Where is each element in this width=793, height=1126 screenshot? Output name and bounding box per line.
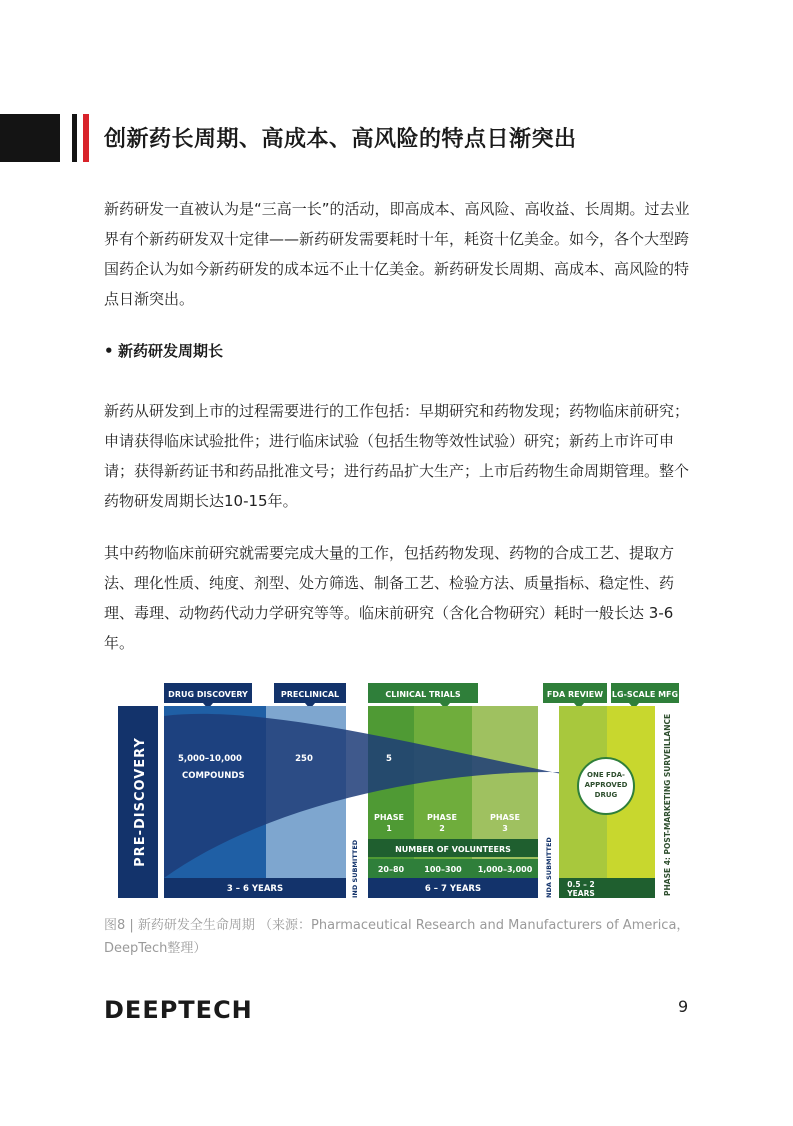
preclinical-count: 250: [295, 754, 313, 764]
compounds-label: COMPOUNDS: [182, 771, 245, 781]
page-title: 创新药长周期、高成本、高风险的特点日渐突出: [104, 127, 577, 152]
pre-discovery-label: PRE-DISCOVERY: [133, 737, 148, 867]
ind-submitted-label: IND SUBMITTED: [351, 839, 359, 898]
process-paragraph: 新药从研发到上市的过程需要进行的工作包括：早期研究和药物发现；药物临床前研究；申请获得临床试验批件；进行临床试验（包括生物等效性试验）研究；新药上市许可申请；获得新药证书和药品批准文号；进行药品扩大生产；上市后药物生命周期管理。整个药物研发周期长达10-15年。: [104, 402, 690, 510]
phase-1-number: 1: [386, 824, 392, 833]
preclinical-paragraph: 其中药物临床前研究就需要完成大量的工作，包括药物发现、药物的合成工艺、提取方法、理化性质、纯度、剂型、处方筛选、制备工艺、检验方法、质量指标、稳定性、药理、毒理、动物药代动力学研究等等。临床前研究（含化合物研究）耗时一般长达 3-6 年。: [104, 544, 675, 652]
compounds-count: 5,000–10,000: [178, 754, 242, 764]
section-bullet-label: 新药研发周期长: [118, 342, 224, 360]
phase-2-number: 2: [439, 824, 445, 833]
drug-discovery-tab-label: DRUG DISCOVERY: [168, 690, 248, 699]
header-accent-bar-red: [83, 114, 89, 162]
discovery-years-label: 3 – 6 YEARS: [226, 884, 284, 894]
logo-text: DEEPTECH: [104, 996, 253, 1024]
header-black-block: [0, 114, 60, 162]
phase-3-number: 3: [502, 824, 508, 833]
volunteers-phase-3: 1,000–3,000: [477, 865, 533, 874]
header-accent-bar-black: [72, 114, 77, 162]
volunteers-label: NUMBER OF VOLUNTEERS: [395, 845, 511, 854]
clinical-years-label: 6 – 7 YEARS: [424, 884, 482, 894]
page-number: 9: [678, 997, 689, 1016]
section-bullet: [104, 340, 223, 361]
fda-years-line2: YEARS: [567, 889, 595, 898]
nda-submitted-label: NDA SUBMITTED: [545, 837, 553, 898]
clinical-count: 5: [386, 754, 392, 764]
approved-drug-line1: ONE FDA-: [587, 771, 625, 779]
lg-scale-mfg-tab-label: LG-SCALE MFG: [611, 690, 679, 699]
approved-drug-line3: DRUG: [594, 791, 618, 799]
phase-4-label: PHASE 4: POST-MARKETING SURVEILLANCE: [663, 713, 672, 896]
bullet-dot-icon: •: [104, 342, 114, 360]
fda-review-tab-label: FDA REVIEW: [546, 690, 604, 699]
preclinical-tab-label: PRECLINICAL: [280, 690, 340, 699]
clinical-trials-tab-label: CLINICAL TRIALS: [385, 690, 461, 699]
deeptech-logo: [104, 996, 253, 1024]
volunteers-phase-1: 20–80: [377, 865, 405, 874]
phase-3-label: PHASE: [490, 813, 520, 822]
phase-2-label: PHASE: [427, 813, 457, 822]
phase-1-label: PHASE: [374, 813, 404, 822]
approved-drug-line2: APPROVED: [584, 781, 628, 789]
figure-caption: 图8 | 新药研发全生命周期 （来源：Pharmaceutical Research and Manufacturers of America，DeepTech整理）: [104, 918, 690, 956]
volunteers-phase-2: 100–300: [424, 865, 462, 874]
intro-paragraph: 新药研发一直被认为是“三高一长”的活动，即高成本、高风险、高收益、长周期。过去业界有个新药研发双十定律——新药研发需要耗时十年，耗资十亿美金。如今，各个大型跨国药企认为如今新药研发的成本远不止十亿美金。新药研发长周期、高成本、高风险的特点日渐突出。: [104, 200, 690, 308]
fda-years-line1: 0.5 – 2: [567, 880, 595, 889]
drug-development-figure: [118, 683, 680, 900]
